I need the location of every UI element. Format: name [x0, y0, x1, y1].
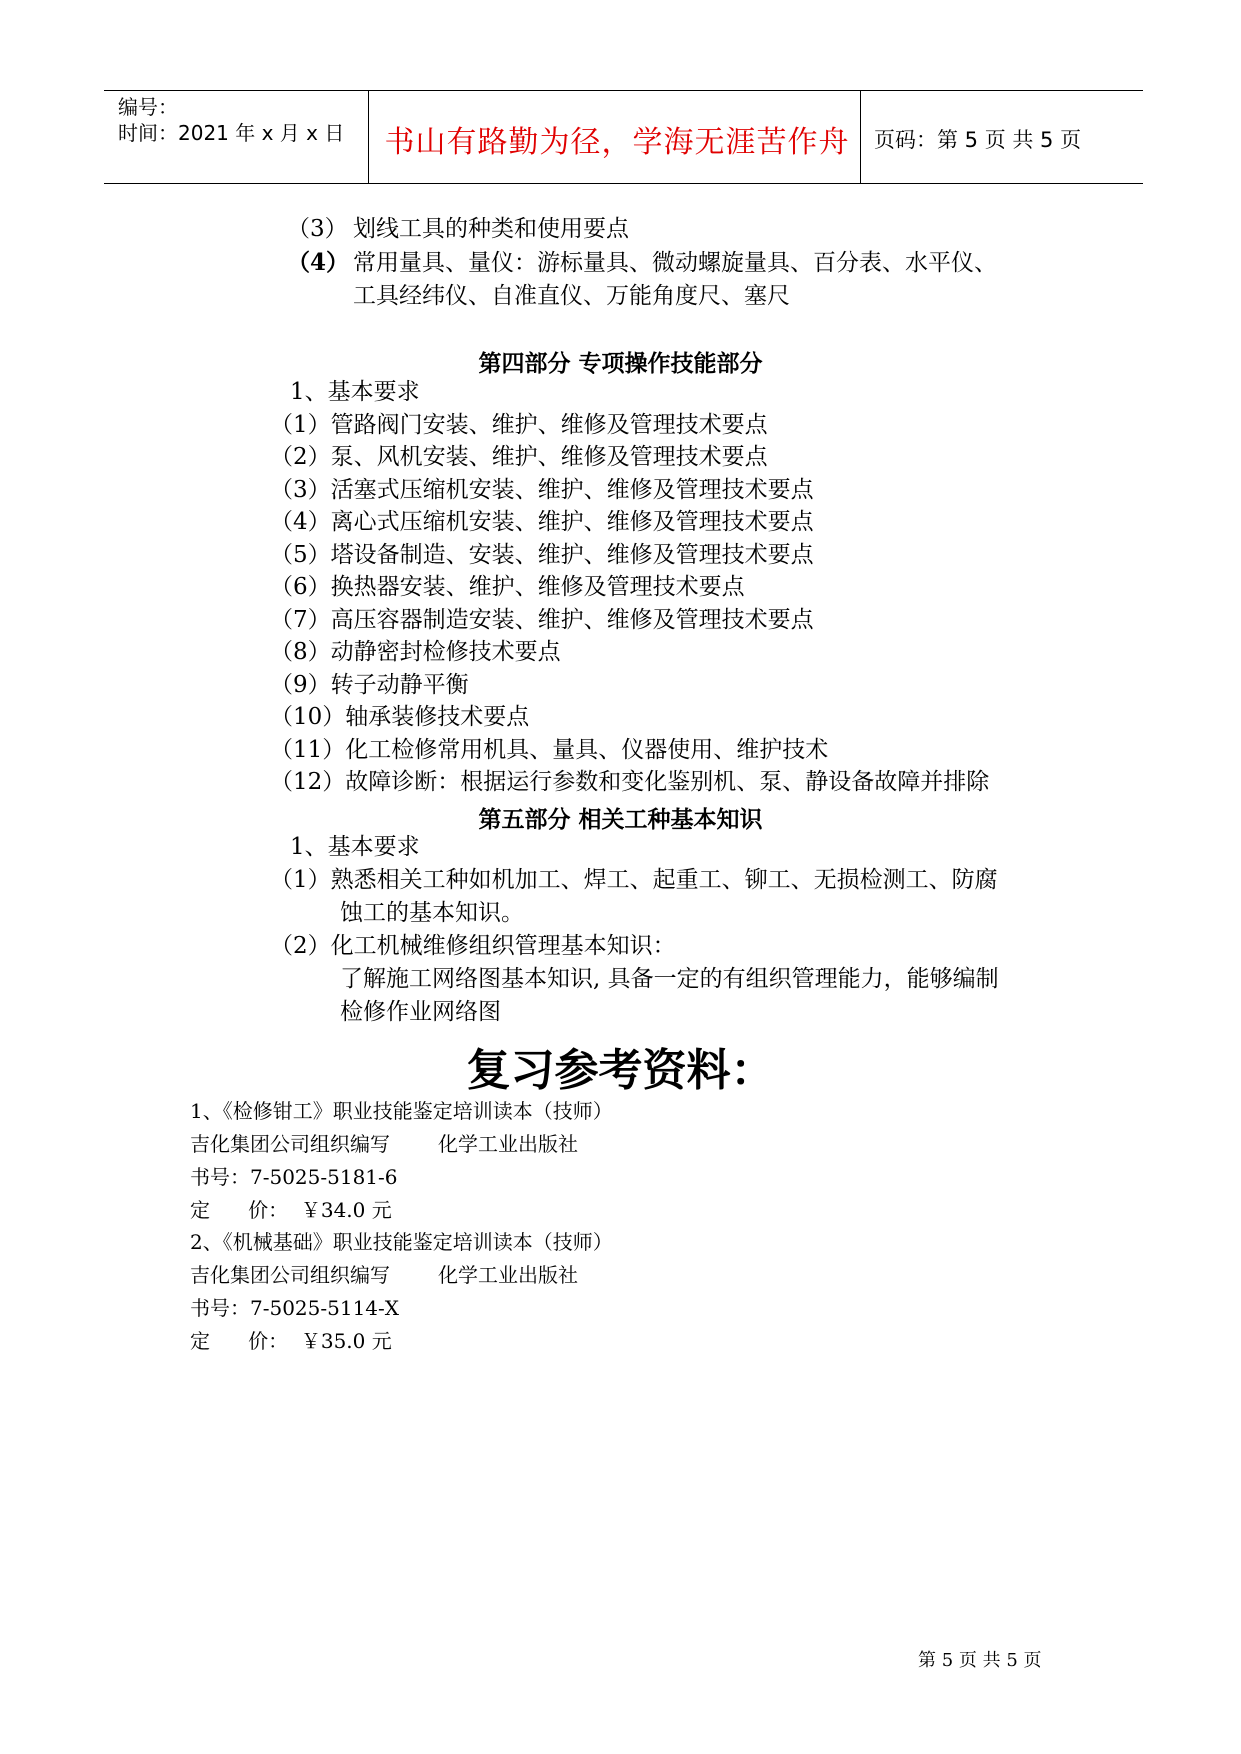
- list-item: （1）管路阀门安装、维护、维修及管理技术要点: [270, 412, 768, 438]
- book-editor: 吉化集团公司组织编写: [190, 1263, 390, 1287]
- list-item-continuation: 检修作业网络图: [340, 999, 501, 1025]
- book-editor-line: [190, 1130, 578, 1158]
- list-item-continuation: 蚀工的基本知识。: [340, 900, 524, 926]
- book-publisher: 化学工业出版社: [438, 1263, 578, 1287]
- book-title: 1、《检修钳工》职业技能鉴定培训读本（技师）: [190, 1099, 613, 1123]
- list-item-continuation: 了解施工网络图基本知识, 具备一定的有组织管理能力，能够编制: [340, 966, 999, 992]
- list-item: （4）离心式压缩机安装、维护、维修及管理技术要点: [270, 509, 814, 535]
- header-top-border: [104, 90, 1143, 91]
- header-page-label: 页码：第 5 页 共 5 页: [874, 128, 1082, 152]
- references-title: 复习参考资料：: [466, 1045, 775, 1096]
- header-divider-left: [368, 90, 369, 184]
- list-item: （1）熟悉相关工种如机加工、焊工、起重工、铆工、无损检测工、防腐: [270, 867, 998, 893]
- list-item: [287, 213, 629, 245]
- section-heading-part5: 第五部分 相关工种基本知识: [478, 806, 763, 833]
- list-item: （8）动静密封检修技术要点: [270, 639, 561, 665]
- list-item: （12）故障诊断：根据运行参数和变化鉴别机、泵、静设备故障并排除: [270, 769, 990, 795]
- header-meta: [118, 94, 344, 146]
- basic-requirements-label: 1、基本要求: [290, 834, 420, 860]
- list-item: （7）高压容器制造安装、维护、维修及管理技术要点: [270, 607, 814, 633]
- book-price: 定 价： ￥34.0 元: [190, 1198, 392, 1222]
- list-item: （2）泵、风机安装、维护、维修及管理技术要点: [270, 444, 768, 470]
- list-item: （2）化工机械维修组织管理基本知识：: [270, 933, 676, 959]
- list-item: [287, 247, 997, 279]
- list-item: （5）塔设备制造、安装、维护、维修及管理技术要点: [270, 542, 814, 568]
- book-price: 定 价： ￥35.0 元: [190, 1329, 392, 1353]
- list-item: （9）转子动静平衡: [270, 672, 469, 698]
- book-editor: 吉化集团公司组织编写: [190, 1132, 390, 1156]
- book-isbn: 书号：7-5025-5181-6: [190, 1165, 398, 1189]
- header-number-label: 编号：: [118, 95, 178, 119]
- item-text: 划线工具的种类和使用要点: [353, 216, 629, 242]
- basic-requirements-label: 1、基本要求: [290, 379, 420, 405]
- list-item: （10）轴承装修技术要点: [270, 704, 530, 730]
- header-motto: 书山有路勤为径，学海无涯苦作舟: [384, 125, 850, 160]
- item-number: （3）: [287, 216, 348, 242]
- list-item: （11）化工检修常用机具、量具、仪器使用、维护技术: [270, 737, 829, 763]
- header-bottom-border: [104, 183, 1143, 184]
- book-title: 2、《机械基础》职业技能鉴定培训读本（技师）: [190, 1230, 613, 1254]
- item-text: 常用量具、量仪：游标量具、微动螺旋量具、百分表、水平仪、: [353, 250, 997, 276]
- book-publisher: 化学工业出版社: [438, 1132, 578, 1156]
- book-editor-line: [190, 1261, 578, 1289]
- header-time-label: 时间：2021 年 x 月 x 日: [118, 121, 345, 145]
- book-isbn: 书号：7-5025-5114-X: [190, 1296, 400, 1320]
- list-item: （3）活塞式压缩机安装、维护、维修及管理技术要点: [270, 477, 814, 503]
- section-heading-part4: 第四部分 专项操作技能部分: [478, 350, 763, 377]
- list-item: （6）换热器安装、维护、维修及管理技术要点: [270, 574, 745, 600]
- item-number: （4）: [287, 249, 350, 276]
- page-footer: 第 5 页 共 5 页: [918, 1650, 1042, 1671]
- list-item-continuation: 工具经纬仪、自准直仪、万能角度尺、塞尺: [353, 283, 790, 309]
